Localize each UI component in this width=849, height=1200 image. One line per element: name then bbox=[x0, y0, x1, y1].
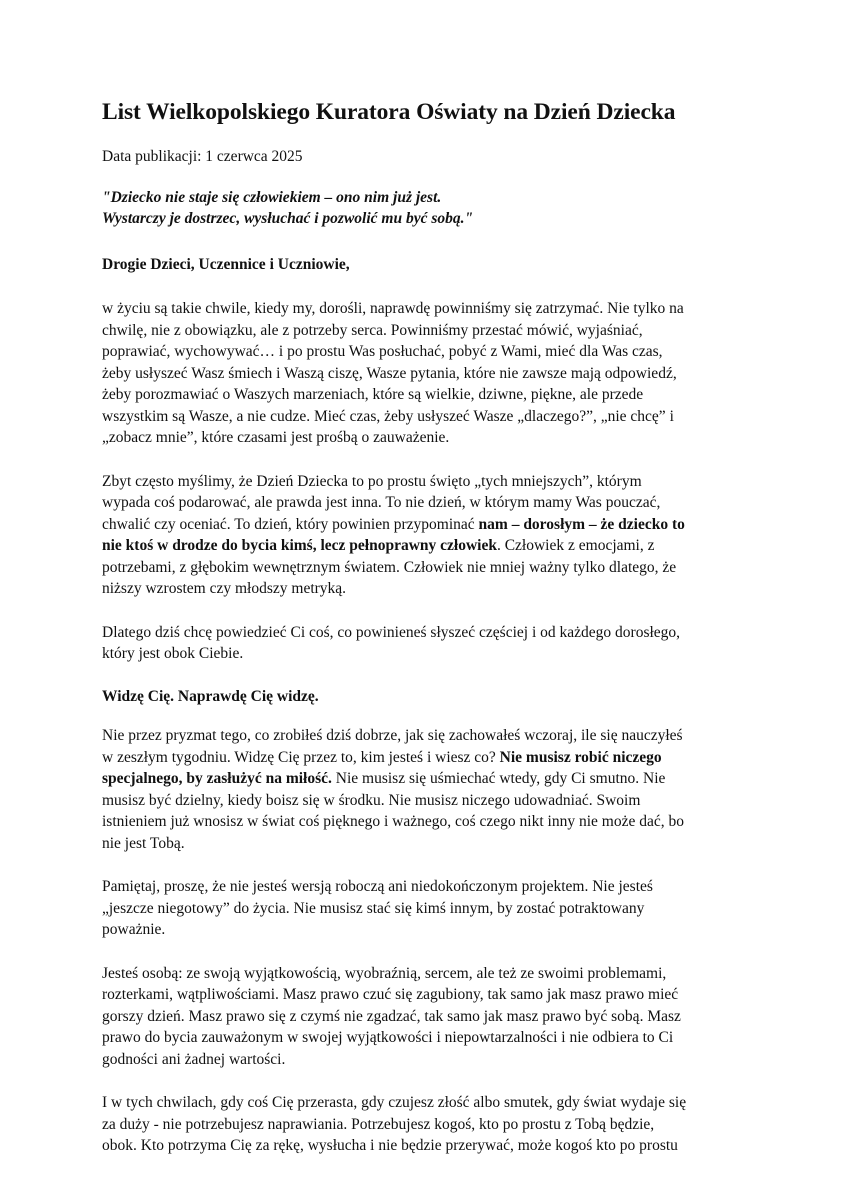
text-line: „jeszcze niegotowy” do życia. Nie musisz stać się kimś innym, by zostać potraktowany bbox=[102, 899, 645, 917]
paragraph-2 bbox=[102, 471, 752, 600]
motto-line: Wystarczy je dostrzec, wysłuchać i pozwolić mu być sobą." bbox=[102, 209, 474, 227]
text-segment: . Człowiek z emocjami, z bbox=[496, 537, 655, 555]
publication-date: Data publikacji: 1 czerwca 2025 bbox=[102, 148, 303, 166]
paragraph-7 bbox=[102, 1092, 752, 1157]
emphasis-text: nie ktoś w drodze do bycia kimś, lecz pełnoprawny człowiek bbox=[102, 537, 497, 555]
text-line: niższy wzrostem czy młodszy metryką. bbox=[102, 580, 347, 598]
paragraph-1 bbox=[102, 298, 752, 449]
text-segment: chwalić czy oceniać. To dzień, który powinien przypominać bbox=[102, 515, 479, 533]
motto-line: "Dziecko nie staje się człowiekiem – ono nim już jest. bbox=[102, 188, 442, 206]
text-line: żeby usłyszeć Wasz śmiech i Waszą ciszę, Wasze pytania, które nie zawsze mają odpowiedź, bbox=[102, 364, 677, 382]
section-heading: Widzę Cię. Naprawdę Cię widzę. bbox=[102, 687, 319, 705]
paragraph-4 bbox=[102, 725, 752, 854]
text-line: istnieniem już wnosisz w świat coś pięknego i ważnego, coś czego nikt inny nie może dać, bo bbox=[102, 813, 684, 831]
greeting: Drogie Dzieci, Uczennice i Uczniowie, bbox=[102, 255, 350, 273]
text-line: za duży - nie potrzebujesz naprawiania. Potrzebujesz kogoś, kto po prostu z Tobą będzie, bbox=[102, 1115, 655, 1133]
text-line bbox=[102, 768, 752, 790]
text-line: obok. Kto potrzyma Cię za rękę, wysłucha i nie będzie przerywać, może kogoś kto po prostu bbox=[102, 1137, 678, 1155]
text-line: gorszy dzień. Masz prawo się z czymś nie zgadzać, tak samo jak masz prawo być sobą. Masz bbox=[102, 1007, 681, 1025]
text-line: który jest obok Ciebie. bbox=[102, 645, 244, 663]
text-line: Dlatego dziś chcę powiedzieć Ci coś, co powinieneś słyszeć częściej i od każdego dorosłego, bbox=[102, 623, 681, 641]
text-line: Jesteś osobą: ze swoją wyjątkowością, wyobraźnią, sercem, ale też ze swoimi problemami, bbox=[102, 964, 667, 982]
document-page bbox=[102, 98, 752, 1157]
text-line: poważnie. bbox=[102, 921, 166, 939]
text-line: chwilę, nie z obowiązku, ale z potrzeby serca. Powinniśmy przestać mówić, wyjaśniać, bbox=[102, 321, 643, 339]
text-line: prawo do bycia zauważonym w swojej wyjątkowości i niepowtarzalności i nie odbiera to Ci bbox=[102, 1029, 674, 1047]
text-line bbox=[102, 747, 752, 769]
text-line: Zbyt często myślimy, że Dzień Dziecka to po prostu święto „tych mniejszych”, którym bbox=[102, 472, 642, 490]
document-title: List Wielkopolskiego Kuratora Oświaty na Dzień Dziecka bbox=[102, 99, 676, 125]
text-line: poprawiać, wychowywać… i po prostu Was posłuchać, pobyć z Wami, mieć dla Was czas, bbox=[102, 343, 663, 361]
text-line: w życiu są takie chwile, kiedy my, dorośli, naprawdę powinniśmy się zatrzymać. Nie tylko na bbox=[102, 300, 684, 318]
paragraph-3 bbox=[102, 622, 752, 665]
text-line: godności ani żadnej wartości. bbox=[102, 1050, 286, 1068]
text-line: musisz być dzielny, kiedy boisz się w środku. Nie musisz niczego udowadniać. Swoim bbox=[102, 791, 641, 809]
text-line: nie jest Tobą. bbox=[102, 834, 185, 852]
emphasis-text: specjalnego, by zasłużyć na miłość. bbox=[102, 770, 332, 788]
text-line: Pamiętaj, proszę, że nie jesteś wersją roboczą ani niedokończonym projektem. Nie jesteś bbox=[102, 878, 653, 896]
text-line: potrzebami, z głębokim wewnętrznym światem. Człowiek nie mniej ważny tylko dlatego, że bbox=[102, 558, 677, 576]
text-line: Nie przez pryzmat tego, co zrobiłeś dziś dobrze, jak się zachowałeś wczoraj, ile się nauczyłeś bbox=[102, 727, 683, 745]
text-line: żeby porozmawiać o Waszych marzeniach, które są wielkie, dziwne, piękne, ale przede bbox=[102, 386, 644, 404]
text-segment: w zeszłym tygodniu. Widzę Cię przez to, kim jesteś i wiesz co? bbox=[102, 748, 500, 766]
text-line: rozterkami, wątpliwościami. Masz prawo czuć się zagubiony, tak samo jak masz prawo mieć bbox=[102, 986, 679, 1004]
paragraph-6 bbox=[102, 963, 752, 1071]
text-line bbox=[102, 535, 752, 557]
text-segment: Nie musisz się uśmiechać wtedy, gdy Ci smutno. Nie bbox=[331, 770, 666, 788]
text-line bbox=[102, 514, 752, 536]
text-line: „zobacz mnie”, które czasami jest prośbą o zauważenie. bbox=[102, 429, 450, 447]
text-line: wszystkim są Wasze, a nie cudze. Mieć czas, żeby usłyszeć Wasze „dlaczego?”, „nie chcę” i bbox=[102, 407, 674, 425]
motto-quote bbox=[102, 187, 752, 229]
text-line: wypada coś podarować, ale prawda jest inna. To nie dzień, w którym mamy Was pouczać, bbox=[102, 494, 661, 512]
emphasis-text: nam – dorosłym – że dziecko to bbox=[478, 515, 685, 533]
paragraph-5 bbox=[102, 876, 752, 941]
text-line: I w tych chwilach, gdy coś Cię przerasta, gdy czujesz złość albo smutek, gdy świat wydaje się bbox=[102, 1094, 687, 1112]
emphasis-text: Nie musisz robić niczego bbox=[499, 748, 662, 766]
